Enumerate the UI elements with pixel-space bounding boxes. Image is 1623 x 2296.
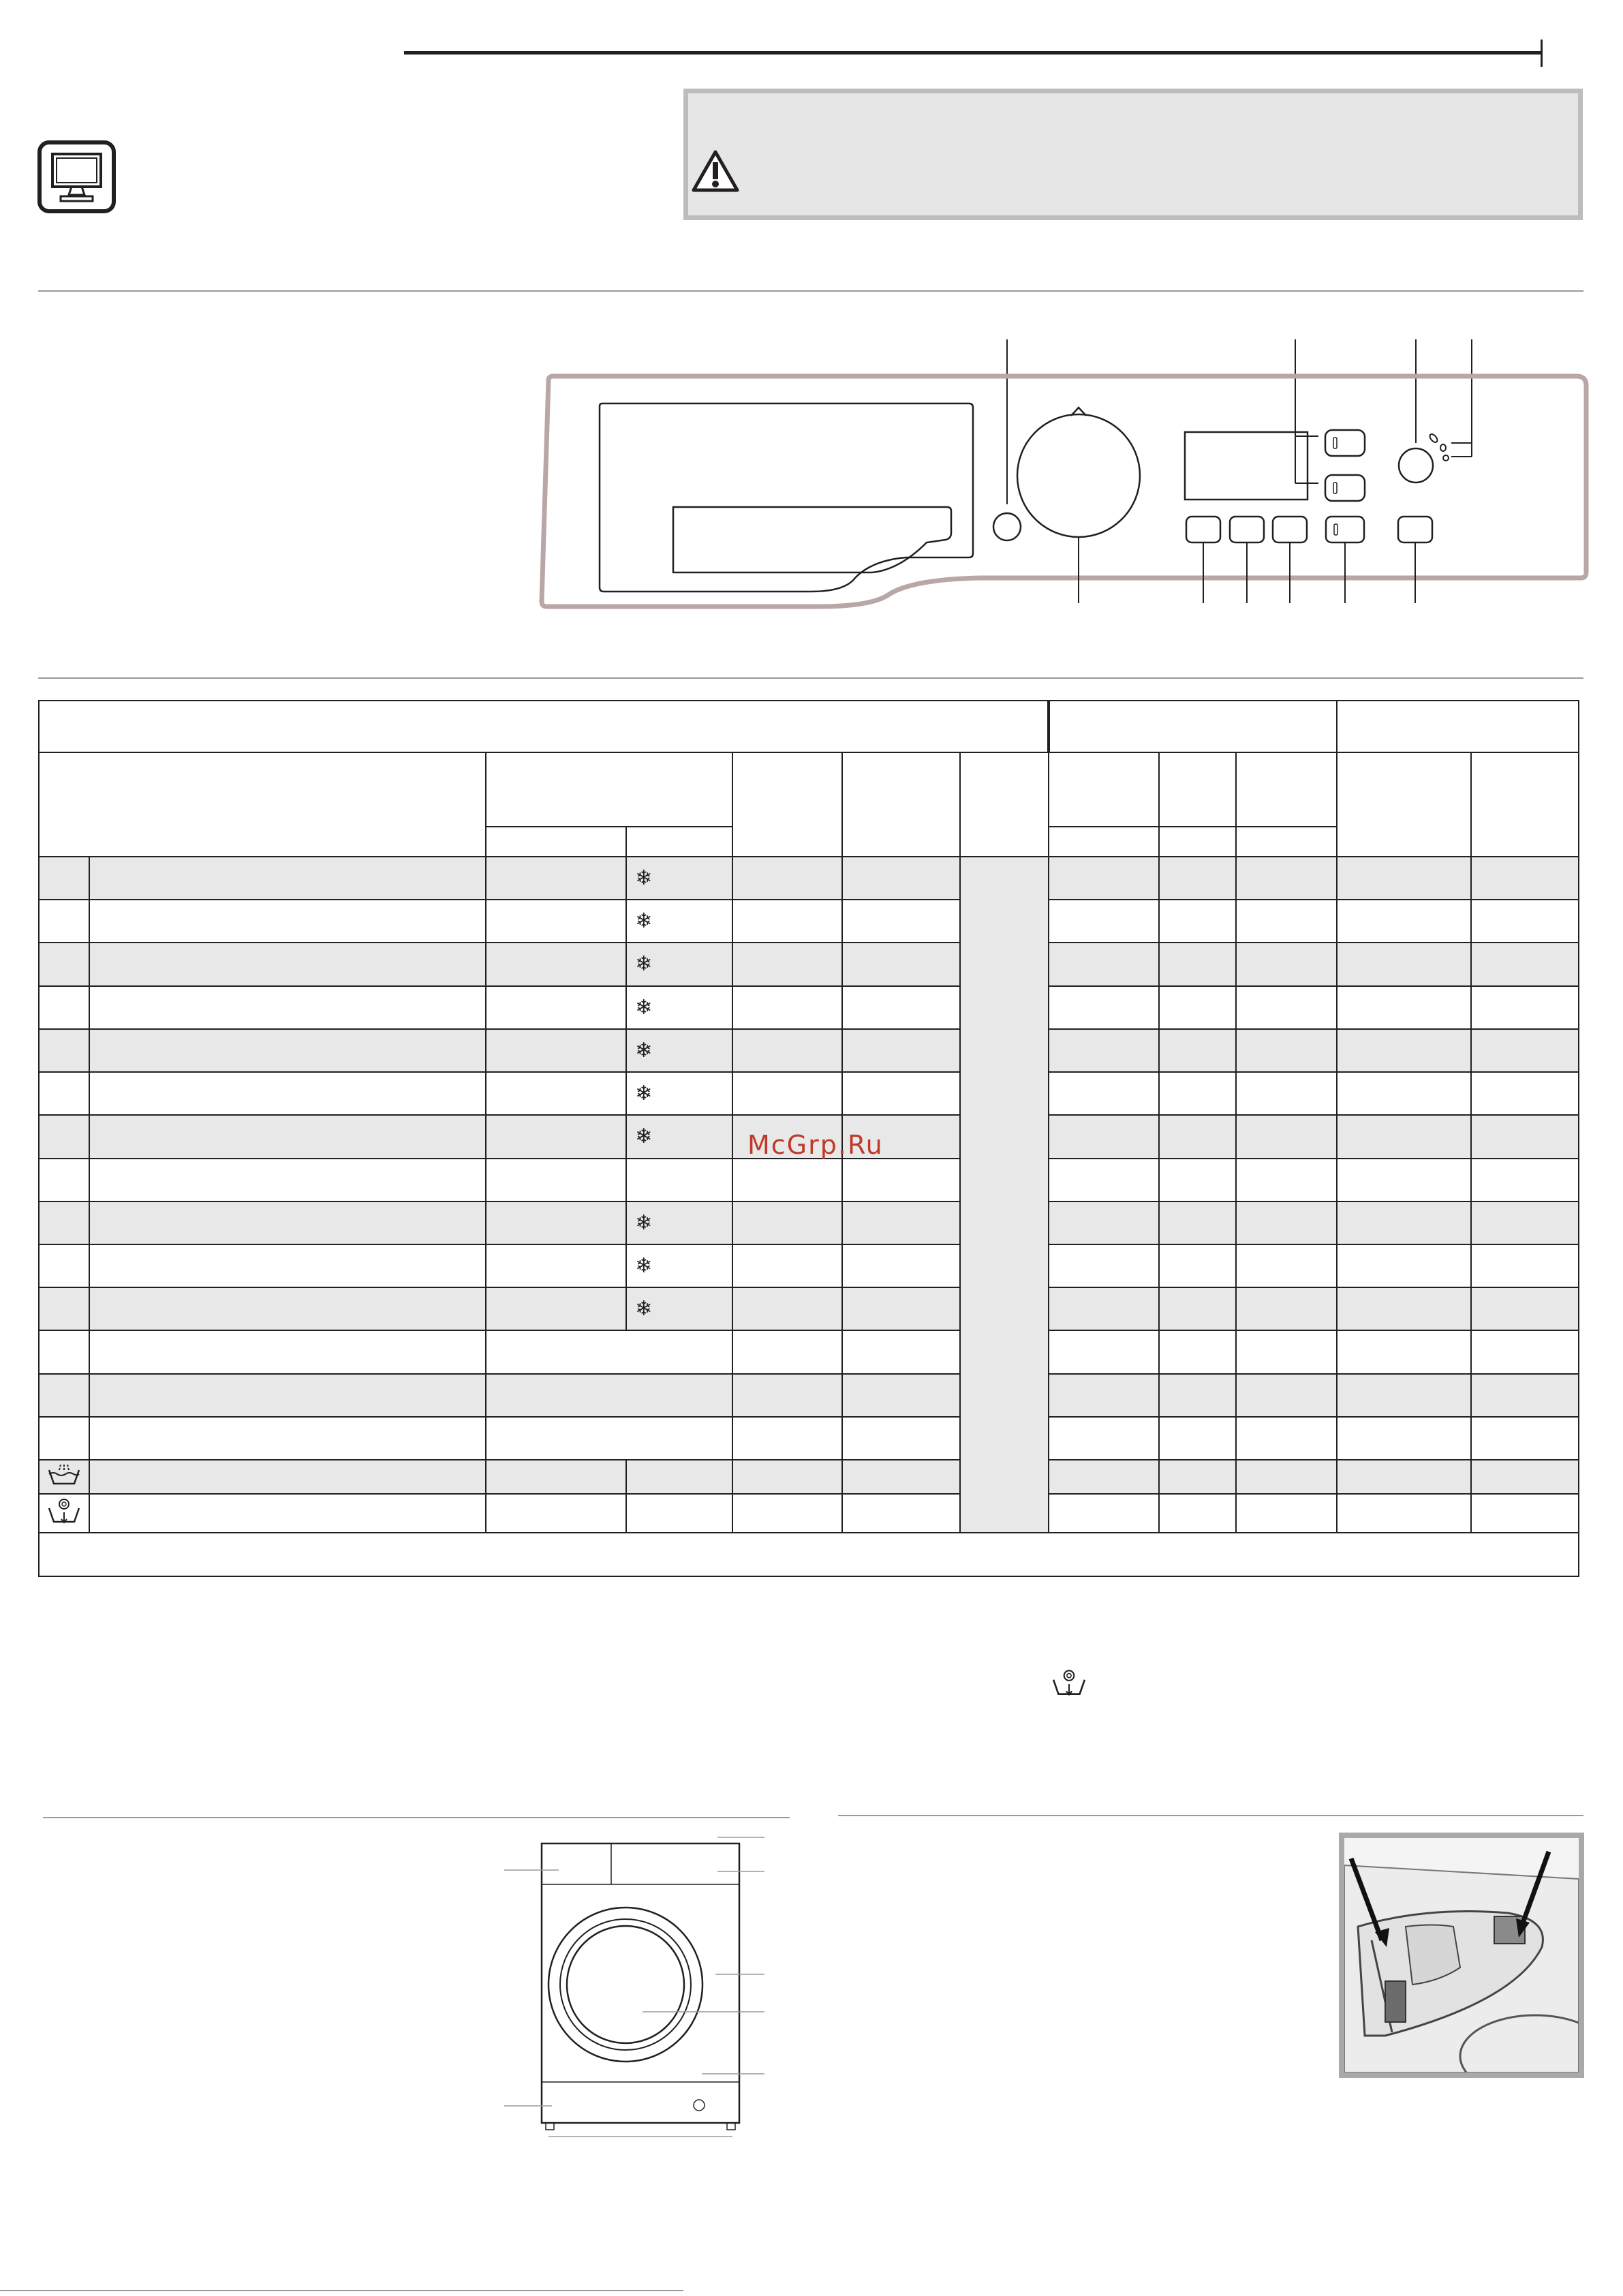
header-rule-end [1541, 40, 1543, 67]
table-row [39, 1330, 1579, 1373]
snowflake-icon: ❄ [626, 857, 732, 900]
watermark: McGrp.Ru [747, 1130, 884, 1160]
table-row [39, 943, 1579, 985]
snowflake-icon: ❄ [626, 1115, 732, 1158]
rinse-icon [39, 1460, 89, 1494]
snowflake-icon: ❄ [626, 943, 732, 985]
table-row [39, 1287, 1579, 1330]
snowflake-icon: ❄ [626, 1072, 732, 1115]
section-divider [43, 1817, 790, 1818]
safety-notice-box [683, 89, 1583, 220]
table-row-spin [39, 1494, 1579, 1532]
table-row [39, 1029, 1579, 1072]
table-group-header [39, 701, 1579, 752]
header-rule [404, 51, 1542, 55]
table-row [39, 1201, 1579, 1244]
table-row [39, 986, 1579, 1029]
snowflake-icon: ❄ [626, 1201, 732, 1244]
table-row-rinse [39, 1460, 1579, 1494]
section-divider [38, 290, 1583, 292]
snowflake-icon: ❄ [626, 986, 732, 1029]
section-divider [38, 677, 1583, 679]
table-row [39, 1159, 1579, 1201]
table-row [39, 900, 1579, 943]
snowflake-icon: ❄ [626, 1029, 732, 1072]
snowflake-icon: ❄ [626, 1244, 732, 1287]
warning-triangle-icon [691, 149, 740, 194]
spin-drain-icon [39, 1494, 89, 1532]
footer-rule [0, 2290, 683, 2291]
table-row [39, 1374, 1579, 1417]
detergent-drawer-photo [1339, 1833, 1584, 2078]
table-row [39, 1417, 1579, 1460]
table-footnote-row [39, 1533, 1579, 1576]
table-column-header [39, 752, 1579, 826]
table-row [39, 1244, 1579, 1287]
snowflake-icon: ❄ [626, 1287, 732, 1330]
computer-monitor-icon [37, 140, 116, 213]
table-row [39, 1072, 1579, 1115]
control-panel-illustration [531, 327, 1594, 627]
washing-machine-illustration [501, 1828, 767, 2141]
snowflake-icon: ❄ [626, 900, 732, 943]
spin-drain-icon [1051, 1668, 1087, 1697]
table-row [39, 857, 1579, 900]
section-divider [838, 1815, 1583, 1816]
